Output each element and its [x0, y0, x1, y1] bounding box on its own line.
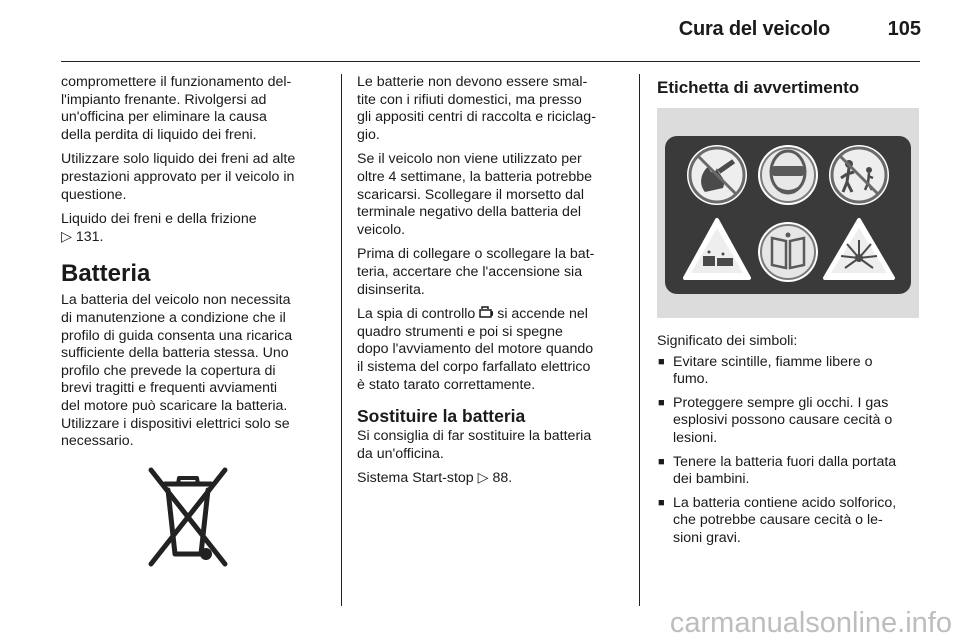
column-1 — [61, 74, 327, 458]
start-stop-reference: Sistema Start-stop ▷ 88. — [357, 470, 513, 487]
list-item: ■ Proteggere sempre gli occhi. I gas esplosivi possono causare cecità o lesioni. — [657, 395, 923, 448]
header-divider — [61, 61, 920, 62]
storage-paragraph: Se il veicolo non viene utilizzato per oltre 4 settimane, la batteria potrebbe scaricarsi. Scollegare il morsetto dal terminale negativo della batteria del veicolo. — [357, 151, 593, 238]
page-reference-link[interactable]: 88. — [492, 470, 513, 487]
page-reference-icon: ▷ — [477, 470, 489, 487]
watermark: carmanualsonline.info — [669, 607, 952, 639]
replace-battery-paragraph: Si consiglia di far sostituire la batteria da un'officina. — [357, 428, 592, 462]
symbols-list-block — [657, 333, 923, 554]
brake-fluid-paragraph: compromettere il funzionamento del- l'impianto frenante. Rivolgersi ad un'officina per eliminare la causa della perdita di liquido dei freni. — [61, 74, 292, 143]
list-item: ■ La batteria contiene acido solforico, che potrebbe causare cecità o le- sioni gravi. — [657, 495, 923, 548]
ignition-paragraph: Prima di collegare o scollegare la bat- teria, accertare che l'accensione sia disinserita. — [357, 246, 595, 298]
list-item: ■ Evitare scintille, fiamme libere o fumo. — [657, 354, 923, 389]
section-heading-warning-label: Etichetta di avvertimento — [657, 78, 860, 97]
section-heading-replace-battery: Sostituire la batteria — [357, 406, 526, 427]
crossed-bin-icon — [143, 462, 233, 572]
no-flame-icon — [687, 145, 747, 205]
symbols-list — [657, 354, 923, 548]
column-divider-2 — [639, 74, 640, 606]
column-3 — [657, 74, 923, 102]
keep-away-children-icon — [829, 145, 889, 205]
page-reference-link[interactable]: 131. — [75, 228, 104, 245]
brake-fluid-quality-paragraph: Utilizzare solo liquido dei freni ad alte prestazioni approvato per il veicolo in questione. — [61, 151, 296, 203]
page-header-title: Cura del veicolo — [678, 18, 830, 40]
column-divider-1 — [341, 74, 342, 606]
eye-protection-icon — [758, 145, 818, 205]
list-item: ■ Tenere la batteria fuori dalla portata dei bambini. — [657, 454, 923, 489]
brake-fluid-reference: Liquido dei freni e della frizione ▷ 131. — [61, 211, 257, 245]
page-number: 105 — [887, 18, 921, 40]
symbols-intro: Significato dei simboli: — [657, 333, 798, 349]
disposal-paragraph: Le batterie non devono essere smal- tite con i rifiuti domestici, ma presso gli appositi centri di raccolta e riciclag- gio. — [357, 74, 596, 143]
read-manual-icon — [758, 222, 818, 282]
page-reference-icon: ▷ — [61, 228, 72, 245]
column-2 — [357, 74, 625, 495]
warning-light-paragraph: La spia di controllo si accende nel quadro strumenti e poi si spegne dopo l'avviamento del motore quando il sistema del corpo farfallato elettrico è stato tarato correttamente. — [357, 306, 594, 393]
warning-label-image — [657, 108, 919, 318]
battery-paragraph: La batteria del veicolo non necessita di manutenzione a condizione che il profilo di guida consenta una ricarica sufficiente della batteria stessa. Uno profilo che prevede la copertura di brevi tragitti e frequenti avviamenti del motore può scaricare la batteria. Utilizzare i dispositivi elettrici solo se necessario. — [61, 292, 293, 450]
engine-warning-light-icon — [479, 306, 493, 319]
section-heading-batteria: Batteria — [61, 260, 151, 288]
